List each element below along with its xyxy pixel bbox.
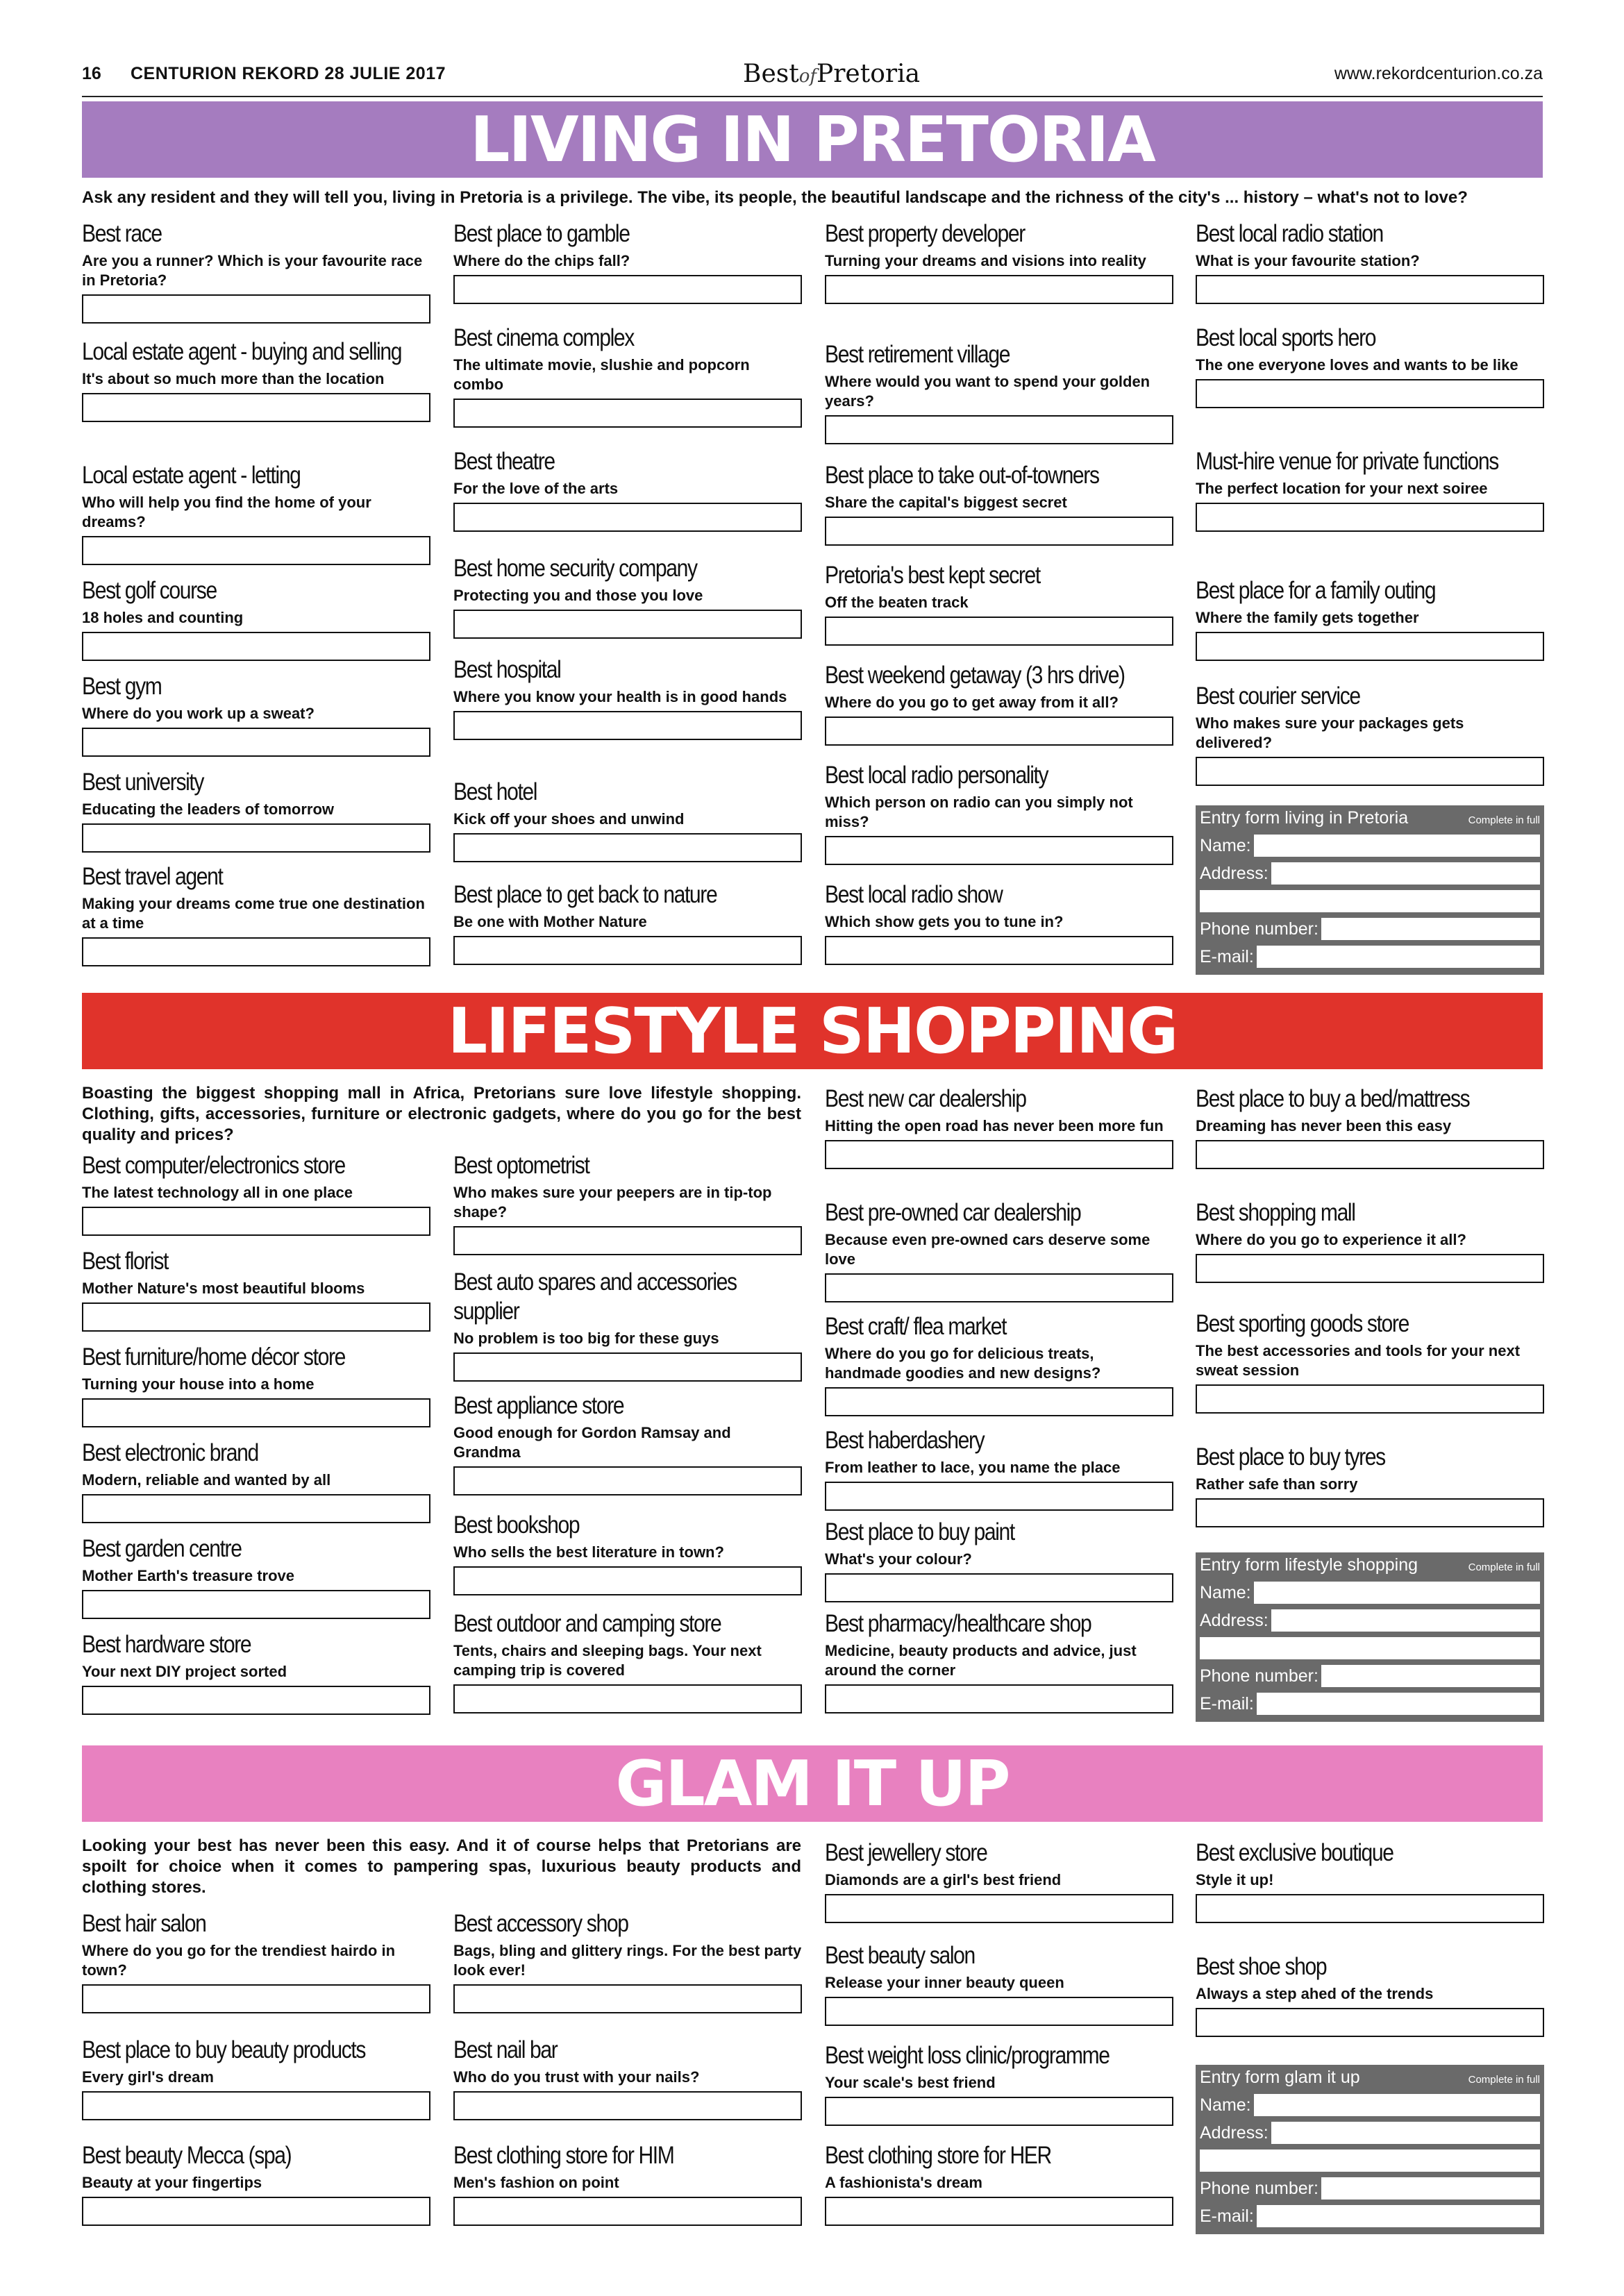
entry-title: Best local sports hero bbox=[1196, 324, 1376, 351]
entry-answer-field[interactable] bbox=[82, 1494, 430, 1523]
entry-answer-field[interactable] bbox=[825, 617, 1173, 646]
entry-title: Best place to buy beauty products bbox=[82, 2036, 366, 2063]
entry-title: Best golf course bbox=[82, 577, 217, 604]
entry-title: Best electronic brand bbox=[82, 1439, 258, 1466]
entry-answer-field[interactable] bbox=[453, 1466, 802, 1495]
entry-answer-field[interactable] bbox=[453, 2091, 802, 2120]
entry-sports-hero bbox=[1196, 324, 1544, 408]
section-intro-living: Ask any resident and they will tell you, living in Pretoria is a privilege. The vibe, its people, the beautiful landscape and the richness of the city's ... history – what's not to love? bbox=[82, 188, 1468, 207]
entry-answer-field[interactable] bbox=[453, 711, 802, 740]
entry-answer-field[interactable] bbox=[82, 2197, 430, 2226]
phone-label: Phone number: bbox=[1200, 2178, 1319, 2198]
entry-title: Best local radio station bbox=[1196, 220, 1383, 247]
entry-estate-agent-buying bbox=[82, 337, 430, 422]
entry-tyres bbox=[1196, 1443, 1544, 1527]
entry-title: Best exclusive boutique bbox=[1196, 1839, 1393, 1866]
entry-title: Best accessory shop bbox=[453, 1910, 628, 1937]
entry-subtitle: Because even pre-owned cars deserve some love bbox=[825, 1231, 1150, 1268]
entry-accessory-shop bbox=[453, 1909, 802, 2013]
entry-property-developer bbox=[825, 219, 1173, 304]
logo-best: Best bbox=[743, 60, 799, 88]
entry-answer-field[interactable] bbox=[825, 1894, 1173, 1923]
entry-title: Best property developer bbox=[825, 220, 1025, 247]
entry-courier-service bbox=[1196, 682, 1544, 786]
entry-title: Best hardware store bbox=[82, 1631, 251, 1658]
entry-golf-course bbox=[82, 576, 430, 661]
entry-pre-owned-dealership bbox=[825, 1198, 1173, 1302]
entry-subtitle: Are you a runner? Which is your favourite race in Pretoria? bbox=[82, 252, 423, 289]
entry-answer-field[interactable] bbox=[82, 823, 430, 853]
entry-travel-agent bbox=[82, 862, 430, 966]
entry-subtitle: Mother Earth's treasure trove bbox=[82, 1567, 294, 1584]
entry-radio-station bbox=[1196, 219, 1544, 304]
entry-subtitle: Mother Nature's most beautiful blooms bbox=[82, 1280, 365, 1297]
entry-title: Best jewellery store bbox=[825, 1839, 987, 1866]
section-banner-lifestyle: LIFESTYLE SHOPPING bbox=[82, 993, 1543, 1069]
entry-answer-field[interactable] bbox=[82, 728, 430, 757]
address-field-line-2[interactable] bbox=[1200, 890, 1540, 912]
email-field[interactable] bbox=[1257, 946, 1540, 968]
entry-subtitle: Turning your house into a home bbox=[82, 1375, 315, 1393]
entry-answer-field[interactable] bbox=[825, 517, 1173, 546]
entry-answer-field[interactable] bbox=[1196, 275, 1544, 304]
entry-subtitle: The ultimate movie, slushie and popcorn combo bbox=[453, 356, 750, 393]
entry-subtitle: Diamonds are a girl's best friend bbox=[825, 1871, 1062, 1888]
entry-subtitle: Educating the leaders of tomorrow bbox=[82, 801, 335, 818]
entry-answer-field[interactable] bbox=[825, 2097, 1173, 2126]
entry-subtitle: A fashionista's dream bbox=[825, 2174, 982, 2191]
entry-answer-field[interactable] bbox=[1196, 1894, 1544, 1923]
entry-answer-field[interactable] bbox=[825, 1140, 1173, 1169]
entry-title: Best travel agent bbox=[82, 863, 223, 890]
entry-subtitle: Where the family gets together bbox=[1196, 609, 1419, 626]
entry-subtitle: Where do the chips fall? bbox=[453, 252, 630, 269]
entry-title: Best place to gamble bbox=[453, 220, 630, 247]
entry-title: Best furniture/home décor store bbox=[82, 1343, 345, 1371]
entry-form-glam bbox=[1196, 2065, 1544, 2234]
entry-private-venue bbox=[1196, 447, 1544, 532]
entry-answer-field[interactable] bbox=[825, 1482, 1173, 1511]
phone-field[interactable] bbox=[1321, 918, 1540, 940]
entry-subtitle: Dreaming has never been this easy bbox=[1196, 1117, 1452, 1134]
entry-answer-field[interactable] bbox=[82, 1302, 430, 1332]
entry-beauty-salon bbox=[825, 1941, 1173, 2026]
entry-title: Best weekend getaway (3 hrs drive) bbox=[825, 662, 1125, 689]
name-label: Name: bbox=[1200, 835, 1251, 855]
entry-answer-field[interactable] bbox=[82, 294, 430, 324]
entry-subtitle: It's about so much more than the location bbox=[82, 370, 385, 387]
entry-answer-field[interactable] bbox=[1196, 1498, 1544, 1527]
logo-pretoria: Pretoria bbox=[816, 60, 921, 88]
entry-answer-field[interactable] bbox=[82, 1686, 430, 1715]
entry-title: Best hospital bbox=[453, 656, 561, 683]
entry-subtitle: Your scale's best friend bbox=[825, 2074, 996, 2091]
entry-theatre bbox=[453, 447, 802, 532]
entry-place-to-gamble bbox=[453, 219, 802, 304]
page-number: 16 bbox=[82, 64, 101, 83]
entry-answer-field[interactable] bbox=[82, 937, 430, 966]
entry-answer-field[interactable] bbox=[453, 1226, 802, 1255]
entry-clothing-him bbox=[453, 2141, 802, 2226]
entry-title: Best retirement village bbox=[825, 341, 1010, 368]
entry-subtitle: 18 holes and counting bbox=[82, 609, 244, 626]
form-title: Entry form glam it up bbox=[1200, 2068, 1360, 2087]
entry-clothing-her bbox=[825, 2141, 1173, 2226]
form-title: Entry form living in Pretoria bbox=[1200, 808, 1409, 828]
entry-answer-field[interactable] bbox=[82, 2091, 430, 2120]
address-label: Address: bbox=[1200, 1610, 1269, 1630]
entry-subtitle: Where do you go to get away from it all? bbox=[825, 694, 1119, 711]
entry-subtitle: Where do you go to experience it all? bbox=[1196, 1231, 1466, 1248]
name-field[interactable] bbox=[1254, 1582, 1540, 1604]
entry-furniture-store bbox=[82, 1343, 430, 1427]
entry-title: Best computer/electronics store bbox=[82, 1152, 345, 1179]
entry-answer-field[interactable] bbox=[825, 275, 1173, 304]
entry-subtitle: What's your colour? bbox=[825, 1550, 972, 1568]
entry-title: Best theatre bbox=[453, 448, 555, 475]
entry-hotel bbox=[453, 778, 802, 862]
entry-title: Best weight loss clinic/programme bbox=[825, 2042, 1110, 2069]
entry-title: Best courier service bbox=[1196, 682, 1360, 710]
entry-answer-field[interactable] bbox=[825, 1387, 1173, 1416]
entry-answer-field[interactable] bbox=[453, 503, 802, 532]
entry-gym bbox=[82, 672, 430, 757]
address-label: Address: bbox=[1200, 2122, 1269, 2143]
entry-answer-field[interactable] bbox=[82, 1590, 430, 1619]
entry-estate-agent-letting bbox=[82, 461, 430, 565]
name-field[interactable] bbox=[1254, 835, 1540, 857]
entry-title: Best place for a family outing bbox=[1196, 577, 1436, 604]
entry-radio-show bbox=[825, 880, 1173, 965]
entry-answer-field[interactable] bbox=[82, 632, 430, 661]
entry-answer-field[interactable] bbox=[82, 536, 430, 565]
entry-family-outing bbox=[1196, 576, 1544, 661]
entry-title: Must-hire venue for private functions bbox=[1196, 448, 1498, 475]
entry-subtitle: For the love of the arts bbox=[453, 480, 619, 497]
email-field[interactable] bbox=[1257, 2205, 1540, 2227]
entry-answer-field[interactable] bbox=[82, 393, 430, 422]
entry-subtitle: Style it up! bbox=[1196, 1871, 1274, 1888]
entry-subtitle: Be one with Mother Nature bbox=[453, 913, 647, 930]
entry-answer-field[interactable] bbox=[825, 717, 1173, 746]
entry-appliance-store bbox=[453, 1391, 802, 1495]
entry-subtitle: Hitting the open road has never been more fun bbox=[825, 1117, 1164, 1134]
entry-title: Best beauty Mecca (spa) bbox=[82, 2142, 292, 2169]
entry-answer-field[interactable] bbox=[825, 1573, 1173, 1602]
entry-answer-field[interactable] bbox=[82, 1984, 430, 2013]
address-field[interactable] bbox=[1271, 2122, 1540, 2144]
entry-title: Best garden centre bbox=[82, 1535, 242, 1562]
entry-shoe-shop bbox=[1196, 1952, 1544, 2037]
entry-subtitle: Where do you go for delicious treats, handmade goodies and new designs? bbox=[825, 1345, 1101, 1382]
entry-answer-field[interactable] bbox=[1196, 2008, 1544, 2037]
entry-form-living bbox=[1196, 805, 1544, 975]
entry-title: Best cinema complex bbox=[453, 324, 634, 351]
entry-subtitle: Good enough for Gordon Ramsay and Grandma bbox=[453, 1424, 731, 1461]
entry-subtitle: Where do you work up a sweat? bbox=[82, 705, 315, 722]
header-rule bbox=[82, 96, 1543, 97]
entry-title: Best hotel bbox=[453, 778, 537, 805]
entry-title: Best place to buy tyres bbox=[1196, 1443, 1385, 1470]
form-note: Complete in full bbox=[1468, 1561, 1540, 1573]
entry-answer-field[interactable] bbox=[453, 610, 802, 639]
entry-exclusive-boutique bbox=[1196, 1838, 1544, 1923]
form-title: Entry form lifestyle shopping bbox=[1200, 1555, 1418, 1575]
entry-subtitle: From leather to lace, you name the place bbox=[825, 1459, 1121, 1476]
entry-subtitle: What is your favourite station? bbox=[1196, 252, 1420, 269]
entry-title: Best hair salon bbox=[82, 1910, 206, 1937]
entry-back-to-nature bbox=[453, 880, 802, 965]
entry-subtitle: Turning your dreams and visions into reality bbox=[825, 252, 1146, 269]
entry-jewellery-store bbox=[825, 1838, 1173, 1923]
entry-best-kept-secret bbox=[825, 561, 1173, 646]
entry-subtitle: No problem is too big for these guys bbox=[453, 1330, 719, 1347]
entry-answer-field[interactable] bbox=[825, 1273, 1173, 1302]
entry-subtitle: Where would you want to spend your golden years? bbox=[825, 373, 1150, 410]
entry-title: Best pharmacy/healthcare shop bbox=[825, 1610, 1091, 1637]
email-label: E-mail: bbox=[1200, 2206, 1254, 2226]
entry-retirement-village bbox=[825, 340, 1173, 444]
entry-answer-field[interactable] bbox=[1196, 503, 1544, 532]
entry-subtitle: Who makes sure your peepers are in tip-top shape? bbox=[453, 1184, 772, 1221]
entry-title: Best local radio show bbox=[825, 881, 1003, 908]
entry-answer-field[interactable] bbox=[453, 1352, 802, 1382]
entry-title: Best outdoor and camping store bbox=[453, 1610, 721, 1637]
entry-subtitle: Kick off your shoes and unwind bbox=[453, 810, 685, 828]
entry-answer-field[interactable] bbox=[453, 2197, 802, 2226]
entry-answer-field[interactable] bbox=[1196, 757, 1544, 786]
entry-answer-field[interactable] bbox=[825, 1997, 1173, 2026]
section-intro-glam: Looking your best has never been this easy. And it of course helps that Pretorians are spoilt for choice when it comes to pampering spas, luxurious beauty products and clothing stores. bbox=[82, 1836, 801, 1897]
entry-title: Best university bbox=[82, 769, 204, 796]
entry-shopping-mall bbox=[1196, 1198, 1544, 1283]
entry-title: Best race bbox=[82, 220, 162, 247]
entry-answer-field[interactable] bbox=[825, 415, 1173, 444]
entry-title: Best new car dealership bbox=[825, 1085, 1026, 1112]
entry-subtitle: Tents, chairs and sleeping bags. Your next camping trip is covered bbox=[453, 1642, 762, 1679]
entry-answer-field[interactable] bbox=[453, 936, 802, 965]
entry-answer-field[interactable] bbox=[825, 2197, 1173, 2226]
entry-answer-field[interactable] bbox=[1196, 379, 1544, 408]
entry-subtitle: Release your inner beauty queen bbox=[825, 1974, 1064, 1991]
entry-subtitle: Where you know your health is in good hands bbox=[453, 688, 787, 705]
email-label: E-mail: bbox=[1200, 1693, 1254, 1713]
entry-weight-loss bbox=[825, 2041, 1173, 2126]
entry-subtitle: Protecting you and those you love bbox=[453, 587, 703, 604]
address-label: Address: bbox=[1200, 863, 1269, 883]
entry-computer-store bbox=[82, 1151, 430, 1236]
entry-title: Best place to buy paint bbox=[825, 1518, 1014, 1545]
entry-title: Best home security company bbox=[453, 555, 697, 582]
entry-answer-field[interactable] bbox=[825, 1684, 1173, 1713]
email-field[interactable] bbox=[1257, 1693, 1540, 1715]
entry-beauty-products bbox=[82, 2036, 430, 2120]
entry-electronic-brand bbox=[82, 1439, 430, 1523]
entry-hair-salon bbox=[82, 1909, 430, 2013]
entry-answer-field[interactable] bbox=[825, 836, 1173, 865]
entry-title: Best pre-owned car dealership bbox=[825, 1199, 1081, 1226]
paper-name-date: CENTURION REKORD 28 JULIE 2017 bbox=[131, 64, 446, 83]
entry-title: Best auto spares and accessories supplier bbox=[453, 1268, 737, 1325]
phone-field[interactable] bbox=[1321, 2177, 1540, 2199]
entry-answer-field[interactable] bbox=[453, 1566, 802, 1595]
entry-pharmacy bbox=[825, 1609, 1173, 1713]
entry-answer-field[interactable] bbox=[453, 1984, 802, 2013]
entry-haberdashery bbox=[825, 1426, 1173, 1511]
entry-answer-field[interactable] bbox=[1196, 1140, 1544, 1169]
phone-field[interactable] bbox=[1321, 1665, 1540, 1687]
entry-subtitle: The perfect location for your next soiree bbox=[1196, 480, 1488, 497]
entry-flea-market bbox=[825, 1312, 1173, 1416]
entry-subtitle: Making your dreams come true one destination at a time bbox=[82, 895, 425, 932]
entry-weekend-getaway bbox=[825, 661, 1173, 746]
entry-subtitle: Who sells the best literature in town? bbox=[453, 1543, 724, 1561]
address-field[interactable] bbox=[1271, 1609, 1540, 1632]
entry-answer-field[interactable] bbox=[453, 1684, 802, 1713]
entry-subtitle: Which show gets you to tune in? bbox=[825, 913, 1064, 930]
entry-title: Local estate agent - buying and selling bbox=[82, 338, 402, 365]
entry-optometrist bbox=[453, 1151, 802, 1255]
entry-title: Best bookshop bbox=[453, 1511, 580, 1539]
entry-radio-personality bbox=[825, 761, 1173, 865]
entry-subtitle: Medicine, beauty products and advice, just around the corner bbox=[825, 1642, 1137, 1679]
entry-subtitle: Who do you trust with your nails? bbox=[453, 2068, 700, 2086]
entry-answer-field[interactable] bbox=[453, 833, 802, 862]
entry-answer-field[interactable] bbox=[1196, 632, 1544, 661]
logo-of: of bbox=[798, 66, 817, 87]
name-label: Name: bbox=[1200, 2095, 1251, 2115]
entry-outdoor-camping bbox=[453, 1609, 802, 1713]
entry-subtitle: Beauty at your fingertips bbox=[82, 2174, 262, 2191]
entry-subtitle: The one everyone loves and wants to be like bbox=[1196, 356, 1518, 374]
entry-subtitle: Always a step ahed of the trends bbox=[1196, 1985, 1434, 2002]
entry-home-security bbox=[453, 554, 802, 639]
entry-subtitle: Share the capital's biggest secret bbox=[825, 494, 1067, 511]
entry-title: Best local radio personality bbox=[825, 762, 1048, 789]
entry-new-car-dealership bbox=[825, 1084, 1173, 1169]
entry-answer-field[interactable] bbox=[825, 936, 1173, 965]
entry-answer-field[interactable] bbox=[82, 1398, 430, 1427]
website-url: www.rekordcenturion.co.za bbox=[1334, 64, 1543, 83]
entry-subtitle: Every girl's dream bbox=[82, 2068, 214, 2086]
entry-title: Best place to get back to nature bbox=[453, 881, 717, 908]
entry-title: Best florist bbox=[82, 1248, 169, 1275]
entry-answer-field[interactable] bbox=[1196, 1384, 1544, 1414]
entry-nail-bar bbox=[453, 2036, 802, 2120]
entry-out-of-towners bbox=[825, 461, 1173, 546]
address-field-line-2[interactable] bbox=[1200, 1637, 1540, 1659]
entry-subtitle: Where do you go for the trendiest hairdo in town? bbox=[82, 1942, 396, 1979]
entry-university bbox=[82, 768, 430, 853]
entry-title: Best place to take out-of-towners bbox=[825, 462, 1099, 489]
entry-subtitle: Rather safe than sorry bbox=[1196, 1475, 1358, 1493]
entry-title: Best gym bbox=[82, 673, 162, 700]
entry-best-race bbox=[82, 219, 430, 324]
entry-title: Best haberdashery bbox=[825, 1427, 985, 1454]
entry-answer-field[interactable] bbox=[453, 399, 802, 428]
entry-subtitle: Which person on radio can you simply not miss? bbox=[825, 794, 1133, 830]
entry-hardware-store bbox=[82, 1630, 430, 1715]
entry-title: Best beauty salon bbox=[825, 1942, 975, 1969]
entry-subtitle: Your next DIY project sorted bbox=[82, 1663, 287, 1680]
entry-title: Best sporting goods store bbox=[1196, 1310, 1409, 1337]
best-of-pretoria-logo bbox=[743, 60, 920, 88]
entry-subtitle: The best accessories and tools for your next sweat session bbox=[1196, 1342, 1521, 1379]
entry-title: Best optometrist bbox=[453, 1152, 589, 1179]
section-banner-living: LIVING IN PRETORIA bbox=[82, 101, 1543, 178]
entry-bookshop bbox=[453, 1511, 802, 1595]
address-field[interactable] bbox=[1271, 862, 1540, 885]
section-intro-lifestyle: Boasting the biggest shopping mall in Africa, Pretorians sure love lifestyle shopping. Clothing, gifts, accessories, furniture or electronic gadgets, where do you go for the best quality and prices? bbox=[82, 1084, 801, 1144]
entry-title: Best clothing store for HIM bbox=[453, 2142, 674, 2169]
entry-title: Best appliance store bbox=[453, 1392, 624, 1419]
phone-label: Phone number: bbox=[1200, 919, 1319, 939]
email-label: E-mail: bbox=[1200, 946, 1254, 966]
entry-title: Best shopping mall bbox=[1196, 1199, 1355, 1226]
entry-auto-spares bbox=[453, 1268, 802, 1382]
entry-subtitle: Who will help you find the home of your dreams? bbox=[82, 494, 371, 530]
entry-florist bbox=[82, 1247, 430, 1332]
entry-subtitle: The latest technology all in one place bbox=[82, 1184, 353, 1201]
section-banner-glam: GLAM IT UP bbox=[82, 1745, 1543, 1822]
entry-answer-field[interactable] bbox=[1196, 1254, 1544, 1283]
entry-subtitle: Men's fashion on point bbox=[453, 2174, 619, 2191]
entry-title: Best place to buy a bed/mattress bbox=[1196, 1085, 1470, 1112]
address-field-line-2[interactable] bbox=[1200, 2150, 1540, 2172]
entry-answer-field[interactable] bbox=[453, 275, 802, 304]
entry-subtitle: Modern, reliable and wanted by all bbox=[82, 1471, 331, 1489]
entry-title: Best nail bar bbox=[453, 2036, 558, 2063]
entry-title: Best craft/ flea market bbox=[825, 1313, 1007, 1340]
entry-title: Local estate agent - letting bbox=[82, 462, 301, 489]
entry-beauty-mecca bbox=[82, 2141, 430, 2226]
entry-sporting-goods bbox=[1196, 1309, 1544, 1414]
entry-hospital bbox=[453, 655, 802, 740]
entry-paint-store bbox=[825, 1518, 1173, 1602]
entry-title: Pretoria's best kept secret bbox=[825, 562, 1040, 589]
entry-title: Best shoe shop bbox=[1196, 1953, 1327, 1980]
entry-form-lifestyle bbox=[1196, 1552, 1544, 1722]
name-field[interactable] bbox=[1254, 2094, 1540, 2116]
phone-label: Phone number: bbox=[1200, 1666, 1319, 1686]
entry-answer-field[interactable] bbox=[82, 1207, 430, 1236]
entry-garden-centre bbox=[82, 1534, 430, 1619]
name-label: Name: bbox=[1200, 1582, 1251, 1602]
form-note: Complete in full bbox=[1468, 814, 1540, 826]
entry-subtitle: Off the beaten track bbox=[825, 594, 969, 611]
entry-bed-mattress bbox=[1196, 1084, 1544, 1169]
form-note: Complete in full bbox=[1468, 2074, 1540, 2086]
entry-title: Best clothing store for HER bbox=[825, 2142, 1051, 2169]
entry-subtitle: Who makes sure your packages gets delivered? bbox=[1196, 714, 1464, 751]
entry-subtitle: Bags, bling and glittery rings. For the best party look ever! bbox=[453, 1942, 802, 1979]
entry-cinema-complex bbox=[453, 324, 802, 428]
